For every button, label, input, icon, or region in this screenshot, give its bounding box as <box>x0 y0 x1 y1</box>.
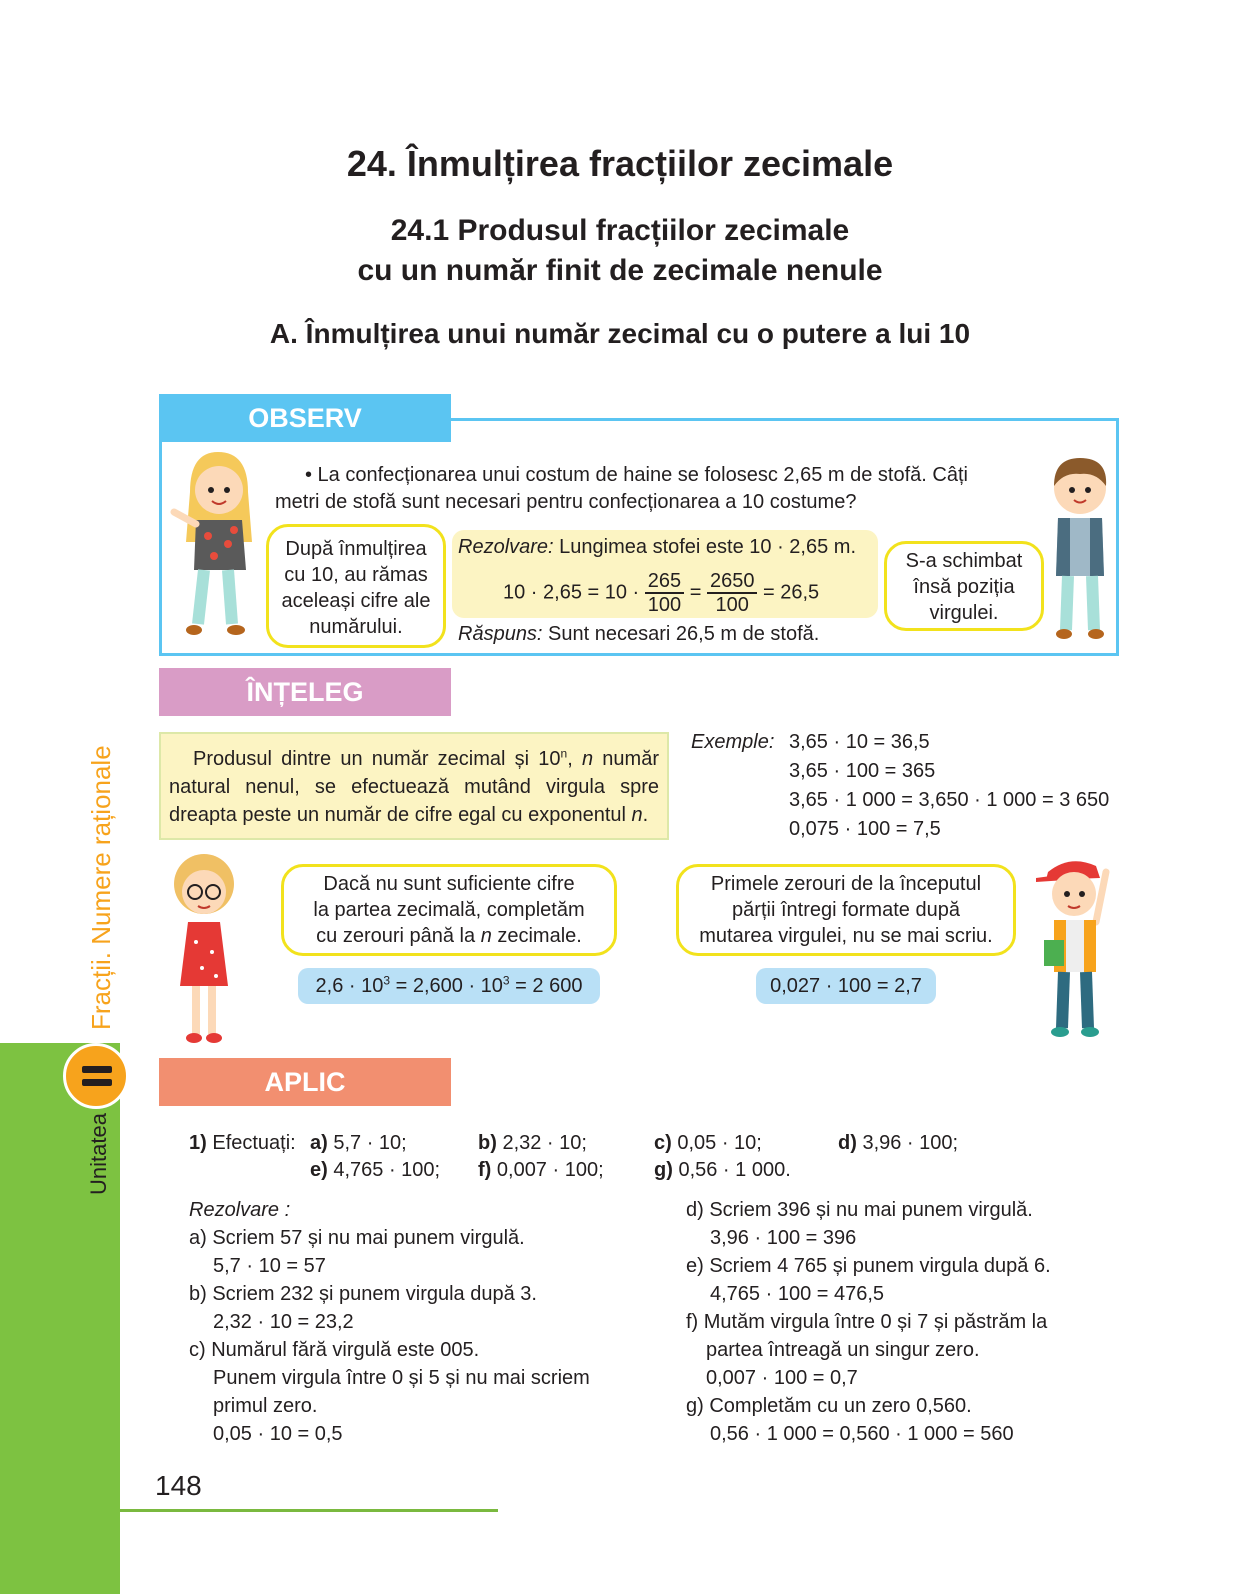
rule-n: n <box>581 748 594 770</box>
solution-line: 0,05 · 10 = 0,5 <box>213 1423 343 1445</box>
frac1-den: 100 <box>647 594 682 616</box>
girl-glasses-illustration-icon <box>158 852 248 1044</box>
bubble-line: Primele zerouri de la începutul <box>710 873 982 895</box>
answer-text: Sunt necesari 26,5 m de stofă. <box>542 623 820 645</box>
bubble-line: mutarea virgulei, nu se mai scriu. <box>699 925 993 947</box>
solution-line: 5,7 · 10 = 57 <box>213 1255 326 1277</box>
exercise-item <box>310 1129 407 1157</box>
item-value: 0,05 · 10; <box>671 1132 762 1154</box>
problem-line-1: • La confecționarea unui costum de haine se folosesc 2,65 m de stofă. Câți <box>305 464 968 486</box>
bubble-text: zecimale. <box>491 925 582 947</box>
example-line: 3,65 · 100 = 365 <box>789 760 936 782</box>
page-number: 148 <box>155 1470 202 1501</box>
aplic-tab: APLIC <box>159 1058 451 1106</box>
speech-bubble-right <box>884 541 1044 631</box>
rule-box <box>159 732 669 840</box>
speech-bubble-leading-zeros <box>676 864 1016 956</box>
rule-text-3: număr natural nenul, se efectuează mutând virgula spre dreapta peste un număr de cifre egal cu exponentul <box>169 748 659 826</box>
inteleg-tab: ÎNȚELEG <box>159 668 451 716</box>
exercise-item <box>478 1156 604 1184</box>
problem-line-2: metri de stofă sunt necesari pentru confecționarea a 10 costume? <box>275 491 857 513</box>
fraction-2 <box>707 570 758 616</box>
solution-line: g) Completăm cu un zero 0,560. <box>686 1395 972 1417</box>
solution-line: e) Scriem 4 765 și punem virgula după 6. <box>686 1255 1051 1277</box>
rule-n2: n <box>631 804 643 826</box>
solution-line: Punem virgula între 0 și 5 și nu mai scriem <box>213 1367 590 1389</box>
frac1-num: 265 <box>645 570 684 594</box>
eq-mid: = <box>689 581 702 604</box>
subsection-title: A. Înmulțirea unui număr zecimal cu o putere a lui 10 <box>269 318 971 349</box>
item-key: c) <box>654 1132 672 1154</box>
eq-start: 10 · 2,65 = 10 · <box>503 581 640 604</box>
bubble-line: numărului. <box>309 616 403 638</box>
frac2-num: 2650 <box>707 570 758 594</box>
speech-bubble-zeros <box>281 864 617 956</box>
solution-line: 3,96 · 100 = 396 <box>710 1227 857 1249</box>
exercise-item <box>838 1129 958 1157</box>
chapter-title: 24. Înmulțirea fracțiilor zecimale <box>346 143 894 184</box>
exercise-label <box>189 1129 296 1157</box>
solution-line: partea întreagă un singur zero. <box>706 1339 980 1361</box>
solution-line: primul zero. <box>213 1395 318 1417</box>
item-value: 2,32 · 10; <box>496 1132 587 1154</box>
solution-label: Rezolvare : <box>189 1199 291 1221</box>
solution-equation <box>503 570 819 620</box>
solution-line: b) Scriem 232 și punem virgula după 3. <box>189 1283 537 1305</box>
solution-column-left <box>189 1224 590 1448</box>
rule-end: . <box>642 804 649 826</box>
observ-tab: OBSERV <box>159 394 451 442</box>
pill-text: = 2,600 · 10 <box>390 975 503 997</box>
rule-text-2: , <box>567 748 582 770</box>
example-pill-right: 0,027 · 100 = 2,7 <box>756 968 936 1004</box>
examples-label: Exemple: <box>691 731 775 753</box>
solution-line: c) Numărul fără virgulă este 005. <box>189 1339 480 1361</box>
exercise-item <box>654 1129 762 1157</box>
solution-line: 4,765 · 100 = 476,5 <box>710 1283 885 1305</box>
solution-line: 0,007 · 100 = 0,7 <box>706 1367 858 1389</box>
observ-problem <box>275 462 1035 516</box>
frac2-den: 100 <box>715 594 749 616</box>
exercise-item <box>654 1156 791 1184</box>
example-line: 3,65 · 10 = 36,5 <box>789 731 930 753</box>
bubble-line: la partea zecimală, completăm <box>313 899 585 921</box>
solution-line: 2,32 · 10 = 23,2 <box>213 1311 354 1333</box>
example-pill-left <box>298 968 600 1004</box>
exercise-number: 1) <box>189 1132 207 1154</box>
item-key: g) <box>654 1159 673 1181</box>
solution-line <box>458 536 856 559</box>
example-line: 0,075 · 100 = 7,5 <box>789 818 941 840</box>
bubble-line: însă poziția <box>913 576 1015 598</box>
answer-label: Răspuns: <box>458 623 543 645</box>
unit-side-label: Unitatea <box>86 1113 111 1195</box>
item-value: 4,765 · 100; <box>327 1159 441 1181</box>
solution-line: a) Scriem 57 și nu mai punem virgulă. <box>189 1227 525 1249</box>
pill-text: = 2 600 <box>509 975 583 997</box>
solution-line: d) Scriem 396 și nu mai punem virgulă. <box>686 1199 1033 1221</box>
item-key: f) <box>478 1159 492 1181</box>
boy-cap-illustration-icon <box>1030 852 1122 1044</box>
item-value: 3,96 · 100; <box>856 1132 959 1154</box>
exercise-instruction: Efectuați: <box>212 1132 296 1154</box>
bubble-line: părții întregi formate după <box>732 899 960 921</box>
bubble-line: cu 10, au rămas <box>284 564 428 586</box>
boy-illustration-icon <box>1040 452 1120 652</box>
fraction-1 <box>645 570 684 616</box>
example-line: 3,65 · 1 000 = 3,650 · 1 000 = 3 650 <box>789 789 1110 811</box>
rule-exponent: n <box>560 746 568 761</box>
item-value: 5,7 · 10; <box>327 1132 407 1154</box>
eq-end: = 26,5 <box>763 581 820 604</box>
bubble-line: Dacă nu sunt suficiente cifre <box>323 873 575 895</box>
bubble-line: După înmulțirea <box>285 538 427 560</box>
footer-rule <box>120 1509 498 1512</box>
bubble-n: n <box>480 925 492 947</box>
chapter-side-label: Fracții. Numere raționale <box>86 745 116 1030</box>
exercise-item <box>478 1129 587 1157</box>
girl-illustration-icon <box>168 452 268 652</box>
rule-text-1: Produsul dintre un număr zecimal și 10 <box>193 748 561 770</box>
bubble-line: aceleași cifre ale <box>281 590 431 612</box>
solution-text: Lungimea stofei este 10 · 2,65 m. <box>553 536 857 558</box>
item-value: 0,56 · 1 000. <box>672 1159 791 1181</box>
item-key: d) <box>838 1132 857 1154</box>
pill-exponent: 3 <box>383 973 391 988</box>
item-key: a) <box>310 1132 328 1154</box>
bubble-line: virgulei. <box>929 602 999 624</box>
bubble-text: cu zerouri până la <box>316 925 481 947</box>
exercise-item <box>310 1156 440 1184</box>
solution-line: f) Mutăm virgula între 0 și 7 și păstrăm la <box>686 1311 1048 1333</box>
answer-line <box>458 623 819 646</box>
solution-column-right <box>686 1196 1051 1448</box>
pill-exponent: 3 <box>502 973 510 988</box>
unit-badge-icon <box>63 1043 129 1109</box>
speech-bubble-left <box>266 524 446 648</box>
section-title-line2: cu un număr finit de zecimale nenule <box>357 254 883 287</box>
pill-text: 2,6 · 10 <box>315 975 384 997</box>
solution-line: 0,56 · 1 000 = 0,560 · 1 000 = 560 <box>710 1423 1014 1445</box>
bubble-line <box>284 923 614 949</box>
item-value: 0,007 · 100; <box>491 1159 604 1181</box>
solution-label: Rezolvare: <box>458 536 554 558</box>
item-key: b) <box>478 1132 497 1154</box>
bubble-line: S-a schimbat <box>905 550 1023 572</box>
item-key: e) <box>310 1159 328 1181</box>
section-title-line1: 24.1 Produsul fracțiilor zecimale <box>390 214 850 247</box>
